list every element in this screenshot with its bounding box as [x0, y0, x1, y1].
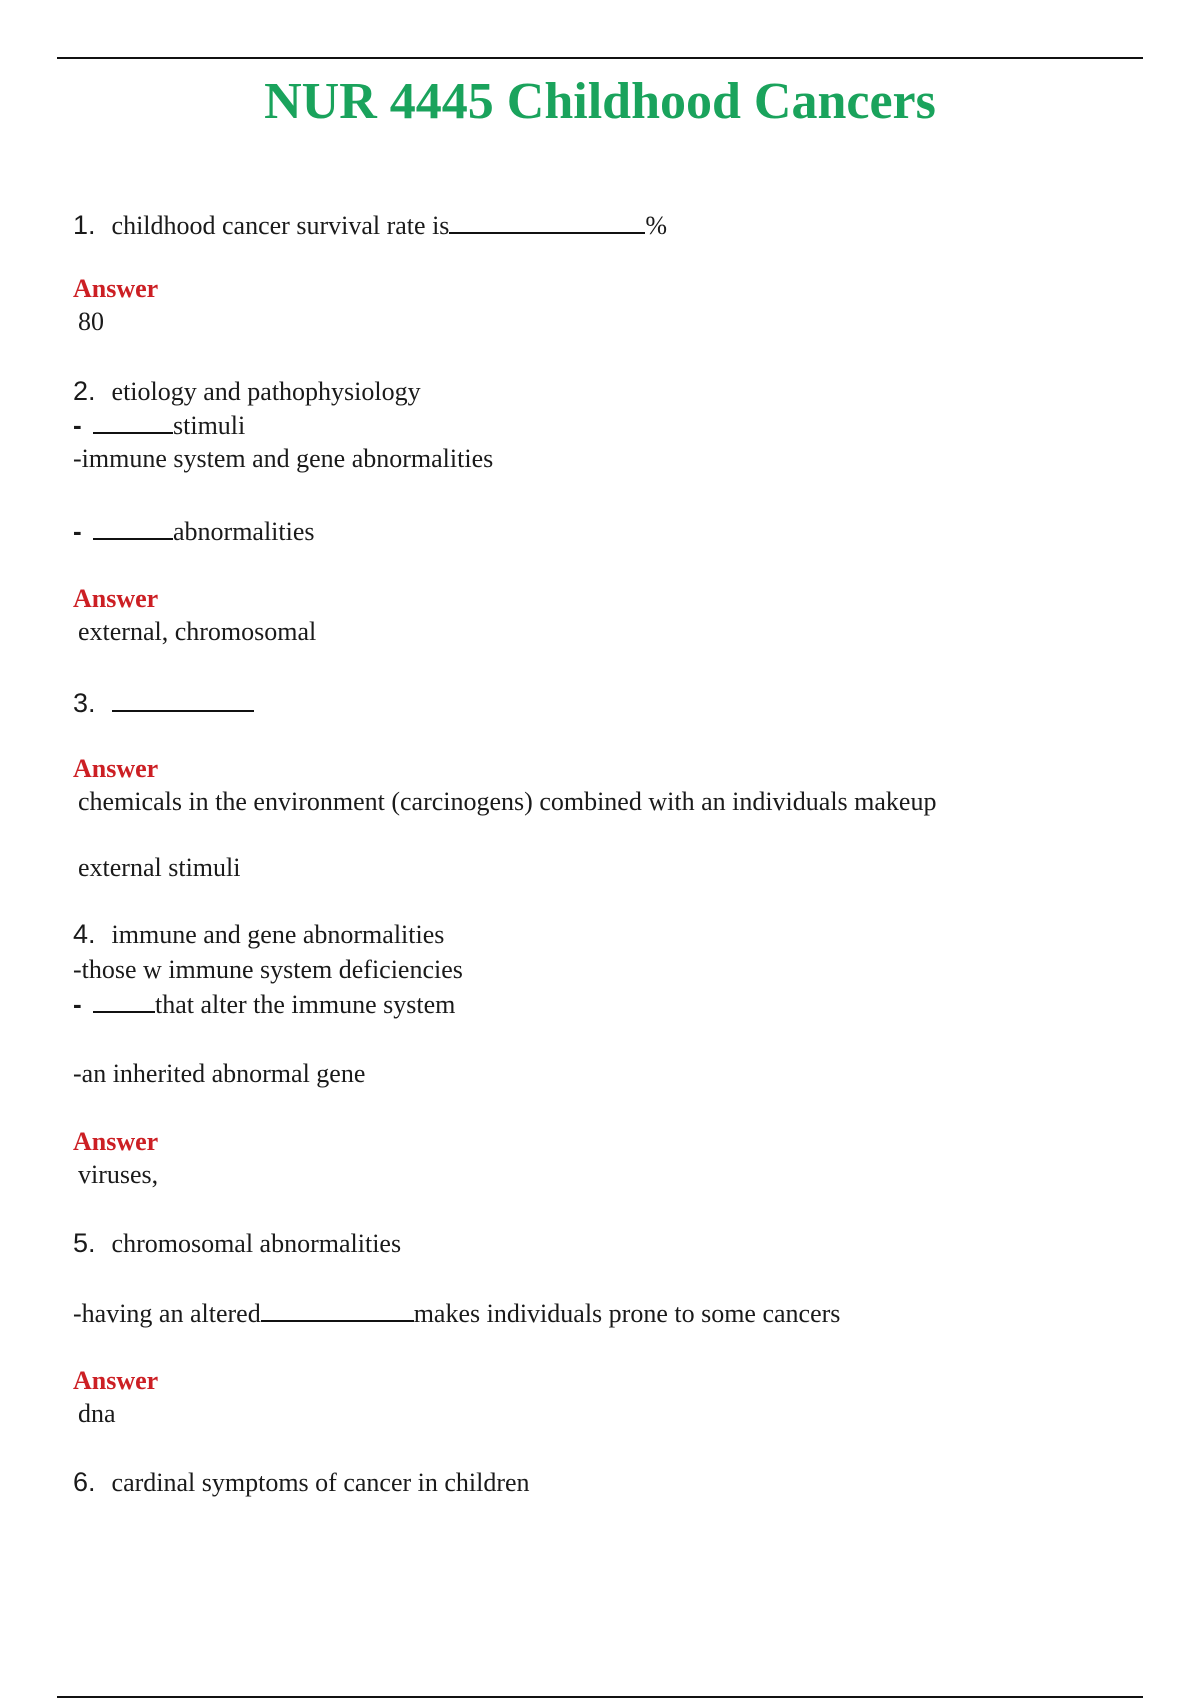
fill-blank — [112, 690, 254, 712]
question-4: 4. immune and gene abnormalities — [73, 919, 445, 949]
answer-3-line-2: external stimuli — [78, 853, 241, 882]
question-1: 1. childhood cancer survival rate is % — [73, 210, 668, 240]
answer-3-line-1: chemicals in the environment (carcinogens) combined with an individuals makeup — [78, 787, 937, 816]
answer-4: viruses, — [78, 1160, 159, 1189]
fill-blank — [93, 518, 173, 540]
question-6: 6. cardinal symptoms of cancer in children — [73, 1467, 530, 1497]
question-5-line: -having an altered makes individuals prone to some cancers — [73, 1299, 841, 1328]
fill-blank — [449, 212, 645, 234]
answer-5: dna — [78, 1399, 116, 1428]
fill-blank — [93, 412, 173, 434]
question-4-line-inherited: -an inherited abnormal gene — [73, 1059, 366, 1088]
answer-label: Answer — [73, 1366, 159, 1395]
answer-label: Answer — [73, 274, 159, 303]
question-2: 2. etiology and pathophysiology — [73, 376, 421, 406]
question-4-line-deficiencies: -those w immune system deficiencies — [73, 955, 463, 984]
page-title: NUR 4445 Childhood Cancers — [264, 73, 936, 130]
answer-2: external, chromosomal — [78, 617, 317, 646]
fill-blank — [93, 991, 155, 1013]
answer-label: Answer — [73, 754, 159, 783]
answer-1: 80 — [78, 307, 104, 336]
question-4-line-alter: - that alter the immune system — [73, 989, 456, 1019]
bottom-rule — [57, 1696, 1143, 1698]
question-3: 3. — [73, 688, 254, 719]
answer-label: Answer — [73, 584, 159, 613]
question-2-line-immune: -immune system and gene abnormalities — [73, 444, 494, 473]
question-5: 5. chromosomal abnormalities — [73, 1228, 402, 1258]
answer-label: Answer — [73, 1127, 159, 1156]
top-rule — [57, 57, 1143, 59]
question-2-line-stimuli: - stimuli — [73, 410, 246, 440]
question-2-line-abnormalities: - abnormalities — [73, 516, 315, 546]
fill-blank — [261, 1300, 414, 1322]
